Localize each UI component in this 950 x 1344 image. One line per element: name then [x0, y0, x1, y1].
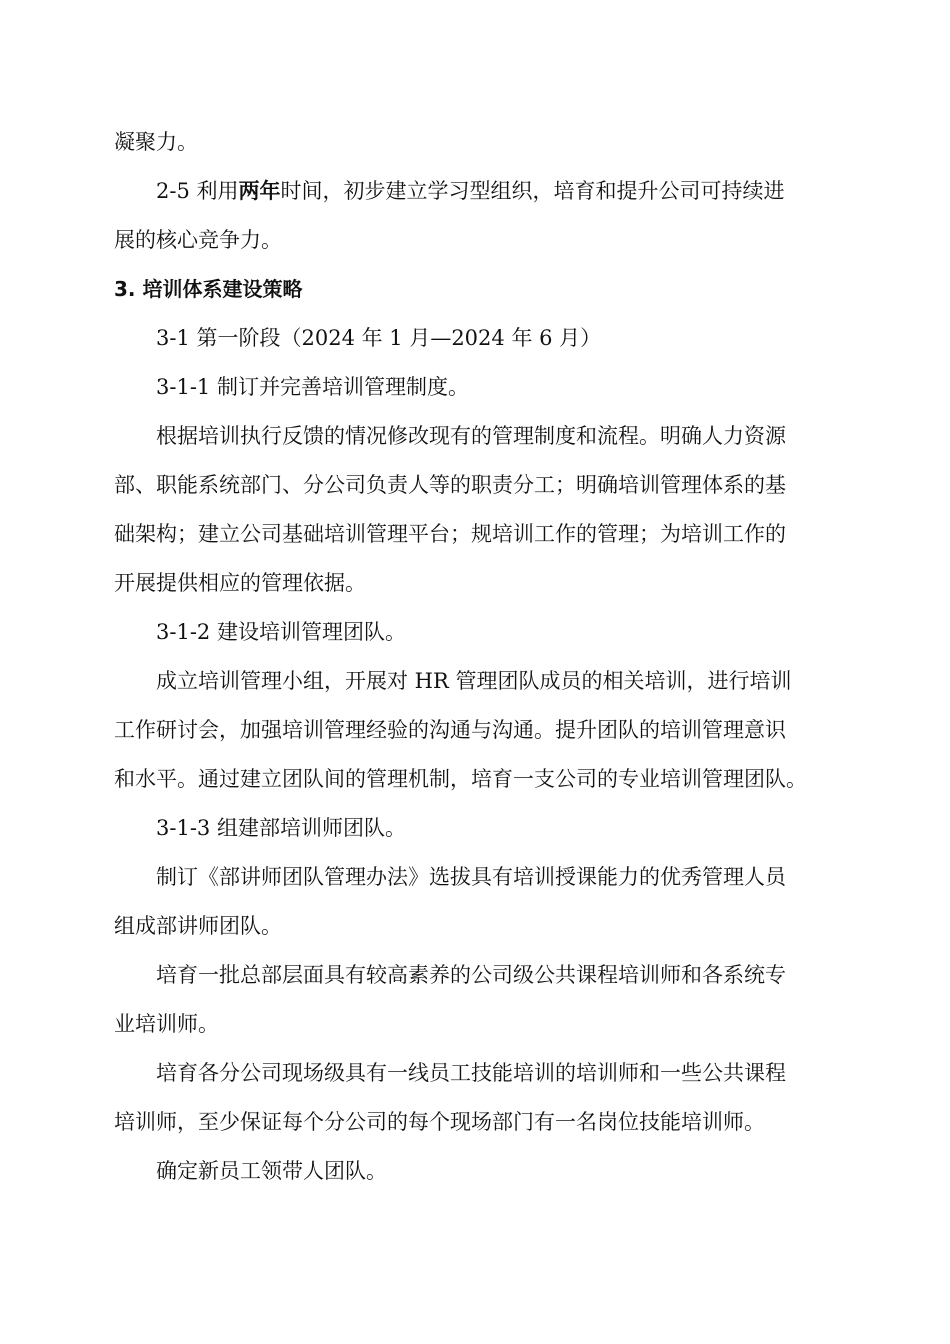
- text-line: 业培训师。: [114, 1012, 219, 1036]
- text-line: 展的核心竞争力。: [114, 228, 282, 252]
- text-line: 制订《部讲师团队管理办法》选拔具有培训授课能力的优秀管理人员: [156, 865, 786, 889]
- text-line: 工作研讨会，加强培训管理经验的沟通与沟通。提升团队的培训管理意识: [114, 718, 786, 742]
- text-line: 部、职能系统部门、分公司负责人等的职责分工；明确培训管理体系的基: [114, 473, 786, 497]
- item-title: 3-1-2 建设培训管理团队。: [156, 620, 406, 644]
- text-line: 开展提供相应的管理依据。: [114, 571, 366, 595]
- text-segment: 时间，初步建立学习型组织，培育和提升公司可持续进: [280, 179, 785, 203]
- text-line: 培训师，至少保证每个分公司的每个现场部门有一名岗位技能培训师。: [114, 1110, 765, 1134]
- text-line: 培育各分公司现场级具有一线员工技能培训的培训师和一些公共课程: [156, 1061, 786, 1085]
- text-line: 培育一批总部层面具有较高素养的公司级公共课程培训师和各系统专: [156, 963, 786, 987]
- text-line: 成立培训管理小组，开展对 HR 管理团队成员的相关培训，进行培训: [156, 669, 792, 693]
- text-line: 凝聚力。: [114, 130, 198, 154]
- text-line: 组成部讲师团队。: [114, 914, 282, 938]
- document-page: [114, 118, 838, 1196]
- section-heading: 3. 培训体系建设策略: [114, 277, 303, 301]
- subsection-title: 3-1 第一阶段（2024 年 1 月—2024 年 6 月）: [156, 326, 602, 350]
- item-title: 3-1-3 组建部培训师团队。: [156, 816, 406, 840]
- item-title: 3-1-1 制订并完善培训管理制度。: [156, 375, 469, 399]
- text-line: 础架构；建立公司基础培训管理平台；规培训工作的管理；为培训工作的: [114, 522, 786, 546]
- text-segment: 2-5 利用: [156, 179, 239, 203]
- text-line: [114, 167, 838, 216]
- text-line: 和水平。通过建立团队间的管理机制，培育一支公司的专业培训管理团队。: [114, 767, 807, 791]
- text-line: 确定新员工领带人团队。: [156, 1159, 387, 1183]
- text-line: 根据培训执行反馈的情况修改现有的管理制度和流程。明确人力资源: [156, 424, 786, 448]
- bold-text: 两年: [238, 179, 281, 203]
